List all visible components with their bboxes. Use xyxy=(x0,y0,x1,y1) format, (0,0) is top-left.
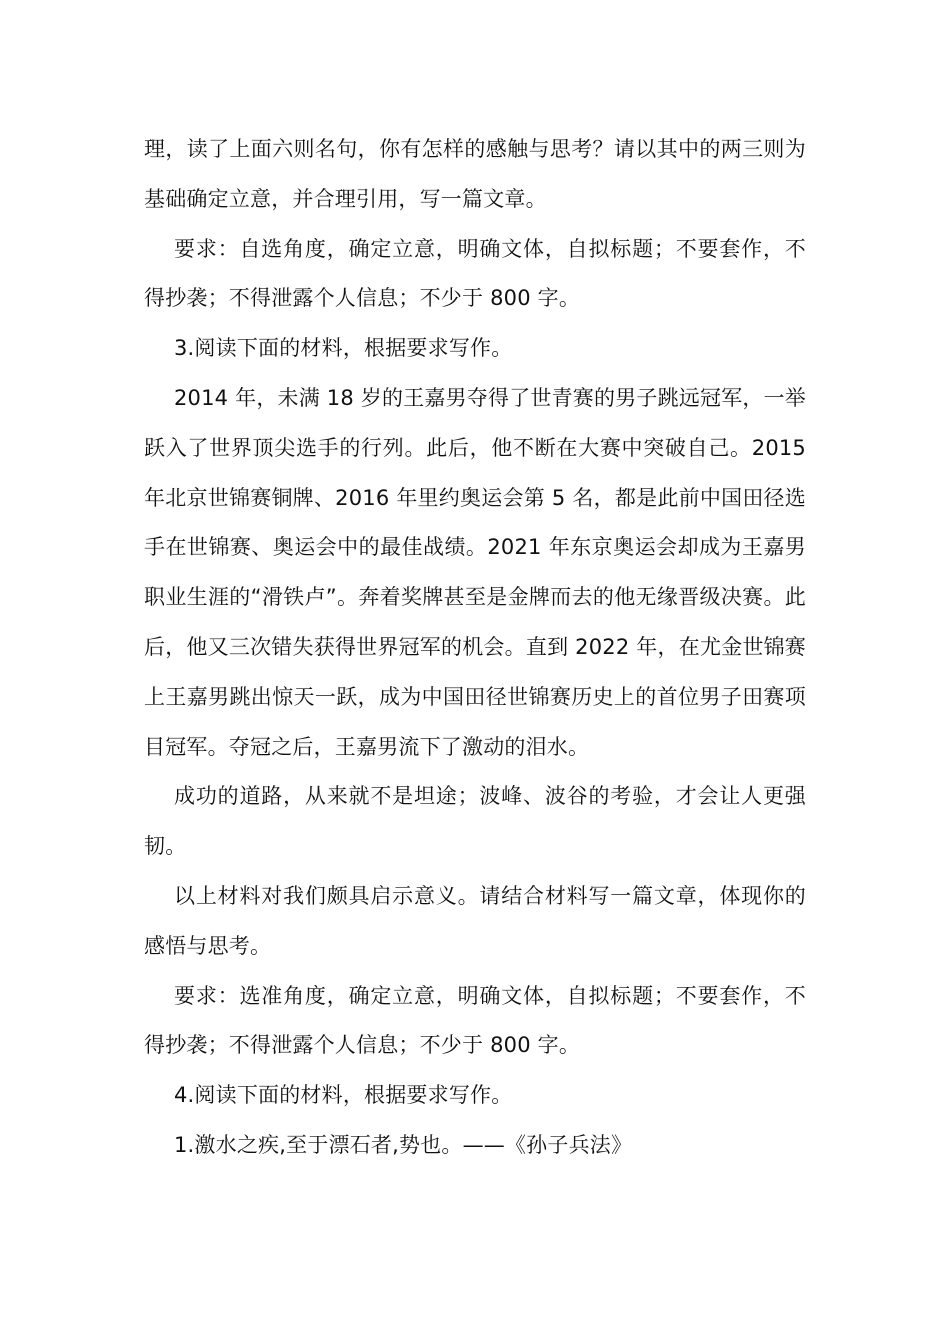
paragraph-success-road: 成功的道路，从来就不是坦途；波峰、波谷的考验，才会让人更强韧。 xyxy=(144,784,806,859)
document-body xyxy=(144,125,806,1171)
paragraph-question-3-heading: 3.阅读下面的材料，根据要求写作。 xyxy=(174,336,513,361)
paragraph-requirements-2: 要求：自选角度，确定立意，明确文体，自拟标题；不要套作，不得抄袭；不得泄露个人信息；不少于 800 字。 xyxy=(144,236,806,311)
paragraph-quote-sunzi: 1.激水之疾,至于漂石者,势也。——《孙子兵法》 xyxy=(174,1132,633,1157)
paragraph-question-4-heading: 4.阅读下面的材料，根据要求写作。 xyxy=(174,1083,513,1108)
paragraph-material-wang-jianan: 2014 年，未满 18 岁的王嘉男夺得了世青赛的男子跳远冠军，一举跃入了世界顶尖选手的行列。此后，他不断在大赛中突破自己。2015 年北京世锦赛铜牌、2016 年里约奥运会第 5 名，都是此前中国田径选手在世锦赛、奥运会中的最佳战绩。2021 年东京奥运会却成为王嘉男职业生涯的“滑铁卢”。奔着奖牌甚至是金牌而去的他无缘晋级决赛。此后，他又三次错失获得世界冠军的机会。直到 2022 年，在尤金世锦赛上王嘉男跳出惊天一跃，成为中国田径世锦赛历史上的首位男子田赛项目冠军。夺冠之后，王嘉男流下了激动的泪水。 xyxy=(144,385,806,759)
paragraph-prompt-3: 以上材料对我们颇具启示意义。请结合材料写一篇文章，体现你的感悟与思考。 xyxy=(144,883,806,958)
paragraph-continuation: 理，读了上面六则名句，你有怎样的感触与思考？请以其中的两三则为基础确定立意，并合理引用，写一篇文章。 xyxy=(144,137,806,211)
paragraph-requirements-3: 要求：选准角度，确定立意，明确文体，自拟标题；不要套作，不得抄袭；不得泄露个人信息；不少于 800 字。 xyxy=(144,983,806,1058)
